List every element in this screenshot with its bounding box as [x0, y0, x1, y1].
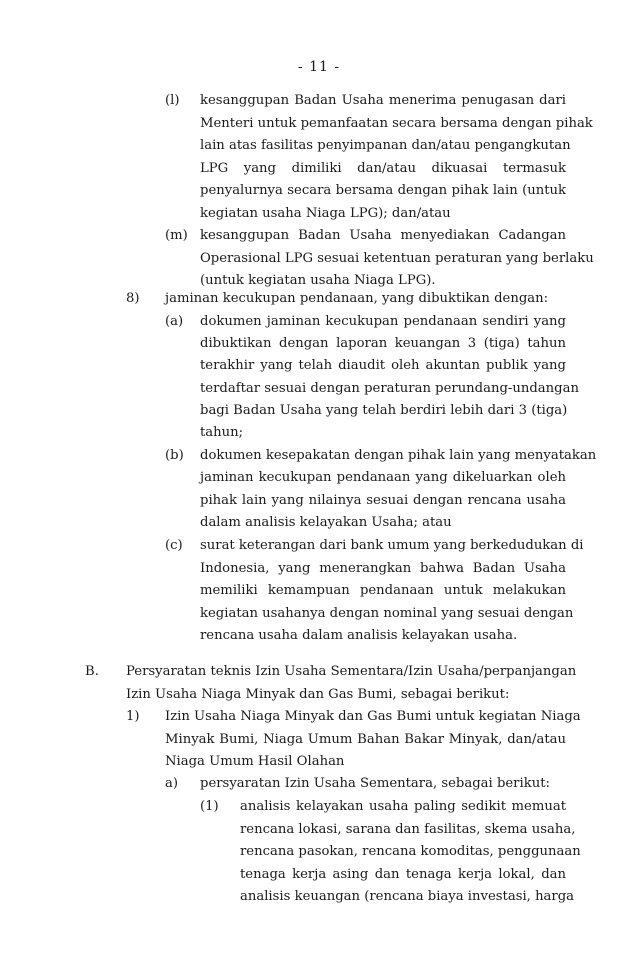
text-line: Izin Usaha Niaga Minyak dan Gas Bumi untuk kegiatan Niaga — [165, 709, 581, 724]
text-line: dibuktikan dengan laporan keuangan 3 (tiga) tahun — [200, 336, 566, 352]
text-line: persyaratan Izin Usaha Sementara, sebagai berikut: — [200, 776, 550, 791]
list-marker: 8) — [126, 291, 140, 306]
text-line: rencana lokasi, sarana dan fasilitas, skema usaha, — [240, 821, 576, 837]
text-line: Menteri untuk pemanfaatan secara bersama dengan pihak — [200, 115, 593, 131]
text-line: kesanggupan Badan Usaha menyediakan Cadangan — [200, 228, 566, 243]
text-line: tahun; — [200, 425, 244, 440]
text-line: surat keterangan dari bank umum yang berkedudukan di — [200, 538, 584, 553]
text-line: tenaga kerja asing dan tenaga kerja lokal, dan — [240, 866, 566, 882]
text-line: Operasional LPG sesuai ketentuan peraturan yang berlaku — [200, 250, 594, 266]
text-line: Persyaratan teknis Izin Usaha Sementara/Izin Usaha/perpanjangan — [126, 664, 577, 679]
text-line: Indonesia, yang menerangkan bahwa Badan Usaha — [200, 560, 566, 576]
text-line: kesanggupan Badan Usaha menerima penugasan dari — [200, 93, 566, 108]
list-marker: B. — [85, 664, 99, 679]
list-marker: a) — [165, 776, 179, 791]
list-marker: (l) — [165, 93, 180, 108]
text-line: lain atas fasilitas penyimpanan dan/atau pengangkutan — [200, 138, 571, 153]
text-line: kegiatan usahanya dengan nominal yang sesuai dengan — [200, 605, 574, 621]
list-marker: (c) — [165, 538, 183, 553]
text-line: Izin Usaha Niaga Minyak dan Gas Bumi, sebagai berikut: — [126, 686, 510, 702]
text-line: rencana pasokan, rencana komoditas, penggunaan — [240, 844, 581, 859]
text-line: (untuk kegiatan usaha Niaga LPG). — [200, 273, 436, 288]
text-line: Niaga Umum Hasil Olahan — [165, 754, 345, 769]
text-line: dokumen kesepakatan dengan pihak lain yang menyatakan — [200, 448, 597, 463]
list-marker: (a) — [165, 314, 184, 329]
text-line: jaminan kecukupan pendanaan yang dikeluarkan oleh — [200, 470, 566, 486]
text-line: dokumen jaminan kecukupan pendanaan sendiri yang — [200, 314, 566, 329]
list-marker: (m) — [165, 228, 188, 243]
text-line: pihak lain yang nilainya sesuai dengan rencana usaha — [200, 492, 566, 508]
text-line: jaminan kecukupan pendanaan, yang dibuktikan dengan: — [165, 291, 549, 306]
text-line: dalam analisis kelayakan Usaha; atau — [200, 515, 452, 531]
text-line: analisis keuangan (rencana biaya investasi, harga — [240, 889, 575, 904]
text-line: analisis kelayakan usaha paling sedikit memuat — [240, 799, 566, 814]
list-marker: (b) — [165, 448, 184, 463]
text-line: Minyak Bumi, Niaga Umum Bahan Bakar Minyak, dan/atau — [165, 731, 566, 747]
text-line: bagi Badan Usaha yang telah berdiri lebih dari 3 (tiga) — [200, 402, 568, 418]
list-marker: 1) — [126, 709, 140, 724]
text-line: memiliki kemampuan pendanaan untuk melakukan — [200, 583, 566, 598]
text-line: penyalurnya secara bersama dengan pihak lain (untuk — [200, 183, 566, 198]
text-line: rencana usaha dalam analisis kelayakan usaha. — [200, 628, 518, 643]
page-number: - 11 - — [297, 59, 341, 75]
text-line: terakhir yang telah diaudit oleh akuntan publik yang — [200, 358, 566, 374]
text-line: kegiatan usaha Niaga LPG); dan/atau — [200, 205, 451, 221]
list-marker: (1) — [200, 799, 219, 814]
text-line: LPG yang dimiliki dan/atau dikuasai termasuk — [200, 160, 566, 176]
text-line: terdaftar sesuai dengan peraturan perundang-undangan — [200, 380, 579, 396]
